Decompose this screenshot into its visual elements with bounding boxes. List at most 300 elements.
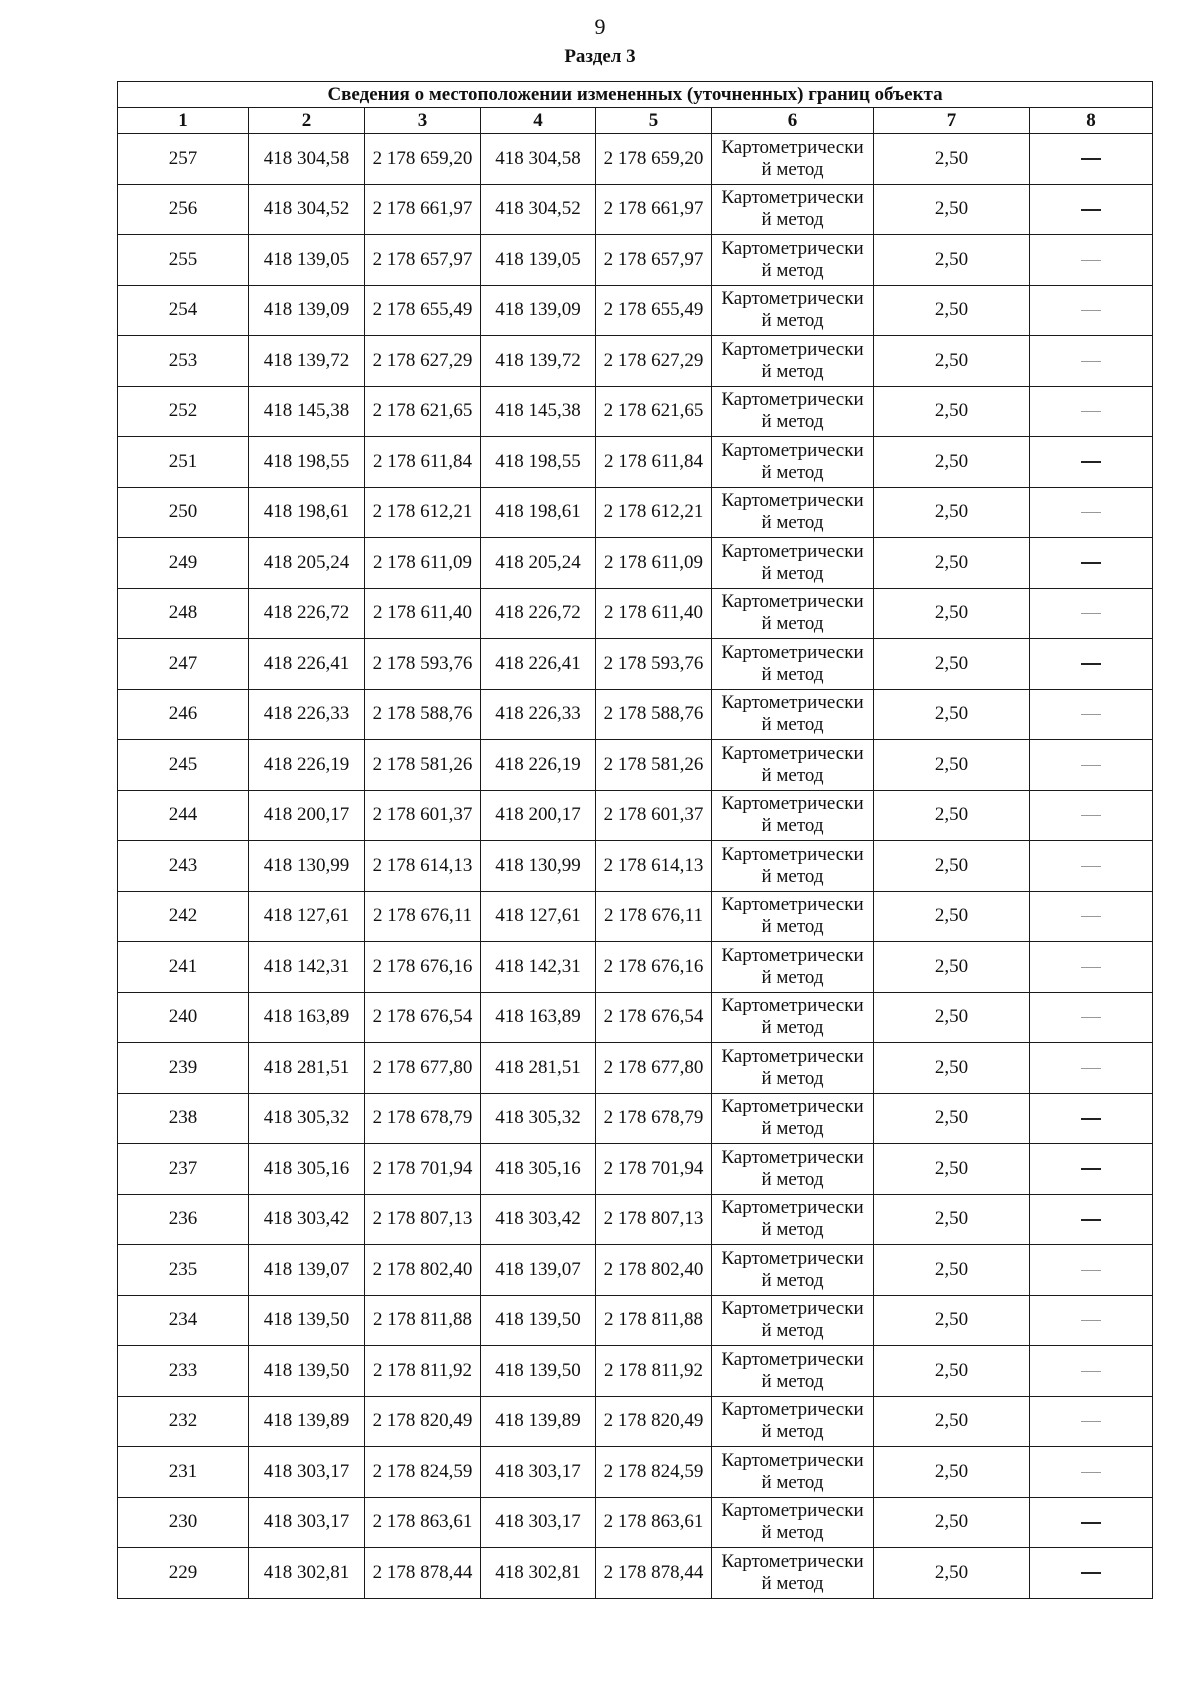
table-row [118, 1497, 1153, 1548]
y-coordinate-cell: 2 178 655,49 [365, 285, 481, 336]
accuracy-cell: 2,50 [874, 841, 1030, 892]
accuracy-cell: 2,50 [874, 1447, 1030, 1498]
method-cell [712, 1093, 874, 1144]
method-line: й метод [761, 360, 824, 382]
point-number-cell: 240 [118, 992, 249, 1043]
accuracy-cell: 2,50 [874, 689, 1030, 740]
y-coordinate-cell: 2 178 878,44 [596, 1548, 712, 1599]
method-line: Картометрически [721, 1500, 864, 1522]
method-cell [712, 1194, 874, 1245]
section-title: Раздел 3 [564, 46, 636, 67]
x-coordinate-cell: 418 200,17 [249, 790, 365, 841]
method-line: Картометрически [721, 995, 864, 1017]
empty-value-cell [1030, 992, 1153, 1043]
y-coordinate-cell: 2 178 655,49 [596, 285, 712, 336]
dash-icon [1081, 815, 1101, 816]
table-caption-row [118, 82, 1153, 108]
accuracy-cell: 2,50 [874, 1245, 1030, 1296]
table-row [118, 1093, 1153, 1144]
page-number: 9 [594, 14, 606, 39]
point-number-cell: 250 [118, 487, 249, 538]
y-coordinate-cell: 2 178 612,21 [365, 487, 481, 538]
x-coordinate-cell: 418 130,99 [249, 841, 365, 892]
method-line: Картометрически [721, 793, 864, 815]
method-line: Картометрически [721, 641, 864, 663]
y-coordinate-cell: 2 178 593,76 [365, 639, 481, 690]
x-coordinate-cell: 418 198,55 [249, 437, 365, 488]
method-cell [712, 487, 874, 538]
dash-icon [1081, 209, 1101, 211]
method-cell [712, 689, 874, 740]
x-coordinate-cell: 418 281,51 [249, 1043, 365, 1094]
y-coordinate-cell: 2 178 802,40 [596, 1245, 712, 1296]
point-number-cell: 236 [118, 1194, 249, 1245]
x-coordinate-cell: 418 281,51 [481, 1043, 596, 1094]
empty-value-cell [1030, 588, 1153, 639]
method-line: й метод [761, 815, 824, 837]
table-row [118, 689, 1153, 740]
empty-value-cell [1030, 639, 1153, 690]
y-coordinate-cell: 2 178 621,65 [365, 386, 481, 437]
x-coordinate-cell: 418 139,05 [481, 235, 596, 286]
y-coordinate-cell: 2 178 811,92 [596, 1346, 712, 1397]
table-row [118, 588, 1153, 639]
table-row [118, 1144, 1153, 1195]
y-coordinate-cell: 2 178 611,84 [365, 437, 481, 488]
y-coordinate-cell: 2 178 588,76 [596, 689, 712, 740]
table-row [118, 1396, 1153, 1447]
column-number: 2 [249, 108, 365, 134]
method-line: Картометрически [721, 288, 864, 310]
x-coordinate-cell: 418 304,52 [481, 184, 596, 235]
y-coordinate-cell: 2 178 677,80 [365, 1043, 481, 1094]
accuracy-cell: 2,50 [874, 336, 1030, 387]
method-cell [712, 235, 874, 286]
method-line: Картометрически [721, 490, 864, 512]
y-coordinate-cell: 2 178 678,79 [596, 1093, 712, 1144]
y-coordinate-cell: 2 178 627,29 [596, 336, 712, 387]
method-line: Картометрически [721, 894, 864, 916]
dash-icon [1081, 1068, 1101, 1069]
method-line: й метод [761, 461, 824, 483]
method-cell [712, 134, 874, 185]
x-coordinate-cell: 418 226,33 [481, 689, 596, 740]
x-coordinate-cell: 418 305,32 [249, 1093, 365, 1144]
method-cell [712, 538, 874, 589]
accuracy-cell: 2,50 [874, 386, 1030, 437]
dash-icon [1081, 158, 1101, 160]
accuracy-cell: 2,50 [874, 184, 1030, 235]
method-line: Картометрически [721, 187, 864, 209]
accuracy-cell: 2,50 [874, 235, 1030, 286]
method-cell [712, 588, 874, 639]
method-line: й метод [761, 512, 824, 534]
accuracy-cell: 2,50 [874, 1548, 1030, 1599]
method-line: й метод [761, 1572, 824, 1594]
point-number-cell: 244 [118, 790, 249, 841]
method-line: Картометрически [721, 1298, 864, 1320]
x-coordinate-cell: 418 198,55 [481, 437, 596, 488]
y-coordinate-cell: 2 178 701,94 [596, 1144, 712, 1195]
x-coordinate-cell: 418 303,42 [481, 1194, 596, 1245]
dash-icon [1081, 765, 1101, 766]
column-number: 3 [365, 108, 481, 134]
method-line: й метод [761, 916, 824, 938]
empty-value-cell [1030, 689, 1153, 740]
point-number-cell: 237 [118, 1144, 249, 1195]
point-number-cell: 233 [118, 1346, 249, 1397]
x-coordinate-cell: 418 198,61 [249, 487, 365, 538]
x-coordinate-cell: 418 304,52 [249, 184, 365, 235]
table-row [118, 1548, 1153, 1599]
y-coordinate-cell: 2 178 811,92 [365, 1346, 481, 1397]
point-number-cell: 257 [118, 134, 249, 185]
table-row [118, 1043, 1153, 1094]
x-coordinate-cell: 418 304,58 [249, 134, 365, 185]
method-line: Картометрически [721, 1399, 864, 1421]
x-coordinate-cell: 418 142,31 [249, 942, 365, 993]
table-row [118, 487, 1153, 538]
y-coordinate-cell: 2 178 676,11 [596, 891, 712, 942]
y-coordinate-cell: 2 178 588,76 [365, 689, 481, 740]
method-line: Картометрически [721, 742, 864, 764]
column-number: 1 [118, 108, 249, 134]
accuracy-cell: 2,50 [874, 740, 1030, 791]
x-coordinate-cell: 418 226,72 [249, 588, 365, 639]
y-coordinate-cell: 2 178 824,59 [365, 1447, 481, 1498]
point-number-cell: 235 [118, 1245, 249, 1296]
method-cell [712, 1346, 874, 1397]
method-line: й метод [761, 1017, 824, 1039]
point-number-cell: 255 [118, 235, 249, 286]
x-coordinate-cell: 418 303,42 [249, 1194, 365, 1245]
accuracy-cell: 2,50 [874, 1295, 1030, 1346]
x-coordinate-cell: 418 145,38 [249, 386, 365, 437]
point-number-cell: 246 [118, 689, 249, 740]
x-coordinate-cell: 418 305,16 [249, 1144, 365, 1195]
x-coordinate-cell: 418 304,58 [481, 134, 596, 185]
method-line: й метод [761, 714, 824, 736]
method-line: й метод [761, 613, 824, 635]
y-coordinate-cell: 2 178 878,44 [365, 1548, 481, 1599]
dash-icon [1081, 512, 1101, 513]
dash-icon [1081, 714, 1101, 715]
method-cell [712, 1548, 874, 1599]
x-coordinate-cell: 418 226,19 [249, 740, 365, 791]
method-line: Картометрически [721, 591, 864, 613]
method-cell [712, 891, 874, 942]
dash-icon [1081, 1371, 1101, 1372]
dash-icon [1081, 1219, 1101, 1221]
method-cell [712, 740, 874, 791]
point-number-cell: 243 [118, 841, 249, 892]
y-coordinate-cell: 2 178 611,09 [365, 538, 481, 589]
empty-value-cell [1030, 891, 1153, 942]
y-coordinate-cell: 2 178 676,54 [596, 992, 712, 1043]
y-coordinate-cell: 2 178 611,09 [596, 538, 712, 589]
x-coordinate-cell: 418 139,89 [481, 1396, 596, 1447]
column-number-row [118, 108, 1153, 134]
y-coordinate-cell: 2 178 657,97 [365, 235, 481, 286]
point-number-cell: 234 [118, 1295, 249, 1346]
y-coordinate-cell: 2 178 611,40 [365, 588, 481, 639]
method-line: Картометрически [721, 1146, 864, 1168]
empty-value-cell [1030, 336, 1153, 387]
y-coordinate-cell: 2 178 661,97 [365, 184, 481, 235]
method-line: Картометрически [721, 944, 864, 966]
method-line: Картометрически [721, 540, 864, 562]
method-cell [712, 1144, 874, 1195]
table-row [118, 134, 1153, 185]
x-coordinate-cell: 418 139,72 [249, 336, 365, 387]
y-coordinate-cell: 2 178 581,26 [365, 740, 481, 791]
table-row [118, 184, 1153, 235]
dash-icon [1081, 361, 1101, 362]
method-line: й метод [761, 158, 824, 180]
x-coordinate-cell: 418 127,61 [481, 891, 596, 942]
method-line: Картометрически [721, 1197, 864, 1219]
point-number-cell: 239 [118, 1043, 249, 1094]
dash-icon [1081, 411, 1101, 412]
y-coordinate-cell: 2 178 676,16 [365, 942, 481, 993]
y-coordinate-cell: 2 178 611,40 [596, 588, 712, 639]
y-coordinate-cell: 2 178 661,97 [596, 184, 712, 235]
column-number: 5 [596, 108, 712, 134]
table-row [118, 992, 1153, 1043]
y-coordinate-cell: 2 178 611,84 [596, 437, 712, 488]
method-cell [712, 386, 874, 437]
x-coordinate-cell: 418 302,81 [481, 1548, 596, 1599]
method-line: Картометрически [721, 389, 864, 411]
x-coordinate-cell: 418 226,41 [481, 639, 596, 690]
dash-icon [1081, 1572, 1101, 1574]
point-number-cell: 252 [118, 386, 249, 437]
method-line: Картометрически [721, 1247, 864, 1269]
empty-value-cell [1030, 1043, 1153, 1094]
accuracy-cell: 2,50 [874, 1043, 1030, 1094]
table-row [118, 942, 1153, 993]
x-coordinate-cell: 418 305,32 [481, 1093, 596, 1144]
dash-icon [1081, 613, 1101, 614]
method-line: Картометрически [721, 1550, 864, 1572]
method-line: й метод [761, 562, 824, 584]
table-row [118, 538, 1153, 589]
dash-icon [1081, 663, 1101, 665]
method-line: й метод [761, 411, 824, 433]
method-cell [712, 1245, 874, 1296]
method-cell [712, 1043, 874, 1094]
x-coordinate-cell: 418 226,33 [249, 689, 365, 740]
method-line: й метод [761, 1320, 824, 1342]
column-number: 4 [481, 108, 596, 134]
accuracy-cell: 2,50 [874, 639, 1030, 690]
x-coordinate-cell: 418 205,24 [481, 538, 596, 589]
method-line: й метод [761, 209, 824, 231]
x-coordinate-cell: 418 303,17 [481, 1497, 596, 1548]
empty-value-cell [1030, 1396, 1153, 1447]
point-number-cell: 242 [118, 891, 249, 942]
x-coordinate-cell: 418 226,19 [481, 740, 596, 791]
table-row [118, 1194, 1153, 1245]
y-coordinate-cell: 2 178 863,61 [365, 1497, 481, 1548]
empty-value-cell [1030, 1245, 1153, 1296]
method-line: й метод [761, 764, 824, 786]
y-coordinate-cell: 2 178 802,40 [365, 1245, 481, 1296]
empty-value-cell [1030, 235, 1153, 286]
method-line: Картометрически [721, 439, 864, 461]
x-coordinate-cell: 418 302,81 [249, 1548, 365, 1599]
accuracy-cell: 2,50 [874, 1093, 1030, 1144]
dash-icon [1081, 1522, 1101, 1524]
method-cell [712, 942, 874, 993]
method-line: й метод [761, 865, 824, 887]
accuracy-cell: 2,50 [874, 1497, 1030, 1548]
x-coordinate-cell: 418 303,17 [481, 1447, 596, 1498]
y-coordinate-cell: 2 178 657,97 [596, 235, 712, 286]
method-line: й метод [761, 966, 824, 988]
table-row [118, 336, 1153, 387]
method-cell [712, 841, 874, 892]
method-line: Картометрически [721, 692, 864, 714]
dash-icon [1081, 260, 1101, 261]
method-line: Картометрически [721, 1096, 864, 1118]
y-coordinate-cell: 2 178 676,11 [365, 891, 481, 942]
empty-value-cell [1030, 538, 1153, 589]
y-coordinate-cell: 2 178 820,49 [596, 1396, 712, 1447]
point-number-cell: 230 [118, 1497, 249, 1548]
accuracy-cell: 2,50 [874, 1144, 1030, 1195]
point-number-cell: 245 [118, 740, 249, 791]
table-row [118, 639, 1153, 690]
dash-icon [1081, 916, 1101, 917]
method-line: й метод [761, 663, 824, 685]
x-coordinate-cell: 418 303,17 [249, 1497, 365, 1548]
point-number-cell: 248 [118, 588, 249, 639]
table-row [118, 1447, 1153, 1498]
x-coordinate-cell: 418 139,50 [481, 1346, 596, 1397]
y-coordinate-cell: 2 178 676,54 [365, 992, 481, 1043]
method-line: й метод [761, 310, 824, 332]
dash-icon [1081, 967, 1101, 968]
y-coordinate-cell: 2 178 593,76 [596, 639, 712, 690]
accuracy-cell: 2,50 [874, 1396, 1030, 1447]
point-number-cell: 232 [118, 1396, 249, 1447]
accuracy-cell: 2,50 [874, 992, 1030, 1043]
y-coordinate-cell: 2 178 807,13 [596, 1194, 712, 1245]
table-body [118, 134, 1153, 1599]
x-coordinate-cell: 418 139,09 [481, 285, 596, 336]
accuracy-cell: 2,50 [874, 538, 1030, 589]
accuracy-cell: 2,50 [874, 134, 1030, 185]
y-coordinate-cell: 2 178 811,88 [596, 1295, 712, 1346]
accuracy-cell: 2,50 [874, 437, 1030, 488]
x-coordinate-cell: 418 163,89 [481, 992, 596, 1043]
y-coordinate-cell: 2 178 863,61 [596, 1497, 712, 1548]
x-coordinate-cell: 418 200,17 [481, 790, 596, 841]
accuracy-cell: 2,50 [874, 1194, 1030, 1245]
x-coordinate-cell: 418 139,09 [249, 285, 365, 336]
point-number-cell: 256 [118, 184, 249, 235]
y-coordinate-cell: 2 178 820,49 [365, 1396, 481, 1447]
method-cell [712, 285, 874, 336]
x-coordinate-cell: 418 130,99 [481, 841, 596, 892]
empty-value-cell [1030, 285, 1153, 336]
dash-icon [1081, 310, 1101, 311]
table-row [118, 1295, 1153, 1346]
column-number: 6 [712, 108, 874, 134]
method-line: й метод [761, 1168, 824, 1190]
x-coordinate-cell: 418 303,17 [249, 1447, 365, 1498]
table-row [118, 1245, 1153, 1296]
y-coordinate-cell: 2 178 701,94 [365, 1144, 481, 1195]
dash-icon [1081, 1270, 1101, 1271]
accuracy-cell: 2,50 [874, 1346, 1030, 1397]
accuracy-cell: 2,50 [874, 285, 1030, 336]
method-cell [712, 639, 874, 690]
point-number-cell: 247 [118, 639, 249, 690]
method-line: й метод [761, 1421, 824, 1443]
accuracy-cell: 2,50 [874, 942, 1030, 993]
table-row [118, 235, 1153, 286]
empty-value-cell [1030, 1346, 1153, 1397]
y-coordinate-cell: 2 178 627,29 [365, 336, 481, 387]
y-coordinate-cell: 2 178 676,16 [596, 942, 712, 993]
dash-icon [1081, 1118, 1101, 1120]
y-coordinate-cell: 2 178 614,13 [365, 841, 481, 892]
empty-value-cell [1030, 134, 1153, 185]
y-coordinate-cell: 2 178 811,88 [365, 1295, 481, 1346]
method-line: й метод [761, 259, 824, 281]
point-number-cell: 241 [118, 942, 249, 993]
method-cell [712, 336, 874, 387]
x-coordinate-cell: 418 139,89 [249, 1396, 365, 1447]
table-row [118, 740, 1153, 791]
point-number-cell: 251 [118, 437, 249, 488]
accuracy-cell: 2,50 [874, 588, 1030, 639]
accuracy-cell: 2,50 [874, 891, 1030, 942]
empty-value-cell [1030, 1194, 1153, 1245]
table-row [118, 790, 1153, 841]
point-number-cell: 254 [118, 285, 249, 336]
method-line: й метод [761, 1269, 824, 1291]
y-coordinate-cell: 2 178 612,21 [596, 487, 712, 538]
x-coordinate-cell: 418 226,41 [249, 639, 365, 690]
dash-icon [1081, 1421, 1101, 1422]
empty-value-cell [1030, 1497, 1153, 1548]
method-line: й метод [761, 1219, 824, 1241]
empty-value-cell [1030, 1447, 1153, 1498]
y-coordinate-cell: 2 178 659,20 [596, 134, 712, 185]
y-coordinate-cell: 2 178 581,26 [596, 740, 712, 791]
point-number-cell: 253 [118, 336, 249, 387]
dash-icon [1081, 1017, 1101, 1018]
x-coordinate-cell: 418 139,50 [249, 1295, 365, 1346]
dash-icon [1081, 866, 1101, 867]
method-line: Картометрически [721, 1449, 864, 1471]
method-line: Картометрически [721, 237, 864, 259]
point-number-cell: 249 [118, 538, 249, 589]
method-line: й метод [761, 1370, 824, 1392]
x-coordinate-cell: 418 226,72 [481, 588, 596, 639]
table-row [118, 285, 1153, 336]
x-coordinate-cell: 418 139,05 [249, 235, 365, 286]
point-number-cell: 238 [118, 1093, 249, 1144]
y-coordinate-cell: 2 178 824,59 [596, 1447, 712, 1498]
method-line: Картометрически [721, 338, 864, 360]
method-cell [712, 437, 874, 488]
x-coordinate-cell: 418 127,61 [249, 891, 365, 942]
method-line: й метод [761, 1471, 824, 1493]
